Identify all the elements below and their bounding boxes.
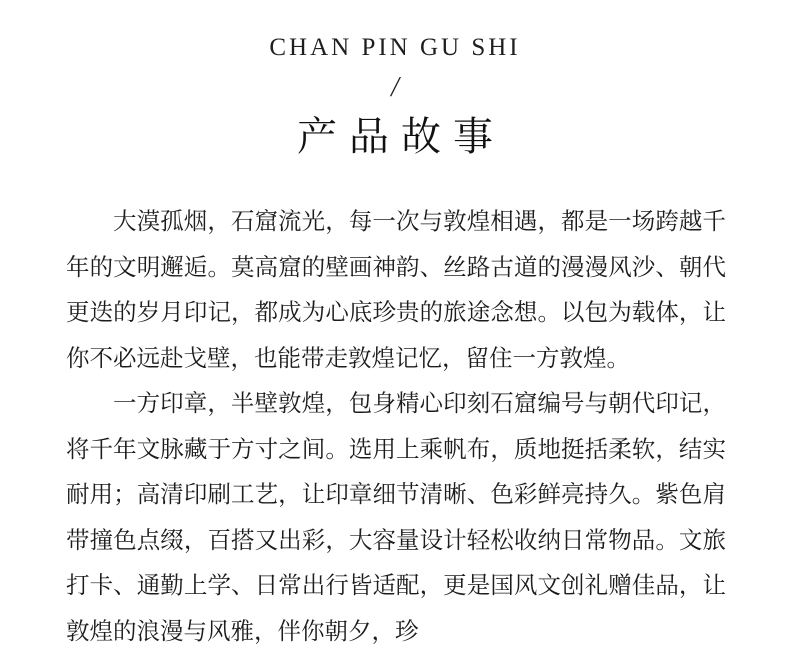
story-paragraph-2: 一方印章，半壁敦煌，包身精心印刻石窟编号与朝代印记，将千年文脉藏于方寸之间。选用上乘帆布，质地挺括柔软，结实耐用；高清印刷工艺，让印章细节清晰、色彩鲜亮持久。紫色肩带撞色点缀，百搭又出彩，大容量设计轻松收纳日常物品。文旅打卡、通勤上学、日常出行皆适配，更是国风文创礼赠佳品，让敦煌的浪漫与风雅，伴你朝夕，珍: [66, 389, 726, 645]
heading-divider-slash: /: [391, 72, 399, 103]
section-pinyin-heading: CHAN PIN GU SHI: [269, 34, 521, 61]
story-body: [66, 199, 726, 654]
section-title: 产品故事: [297, 114, 505, 160]
story-paragraph-1: 大漠孤烟，石窟流光，每一次与敦煌相遇，都是一场跨越千年的文明邂逅。莫高窟的壁画神韵、丝路古道的漫漫风沙、朝代更迭的岁月印记，都成为心底珍贵的旅途念想。以包为载体，让你不必远赴戈壁，也能带走敦煌记忆，留住一方敦煌。: [66, 207, 726, 372]
